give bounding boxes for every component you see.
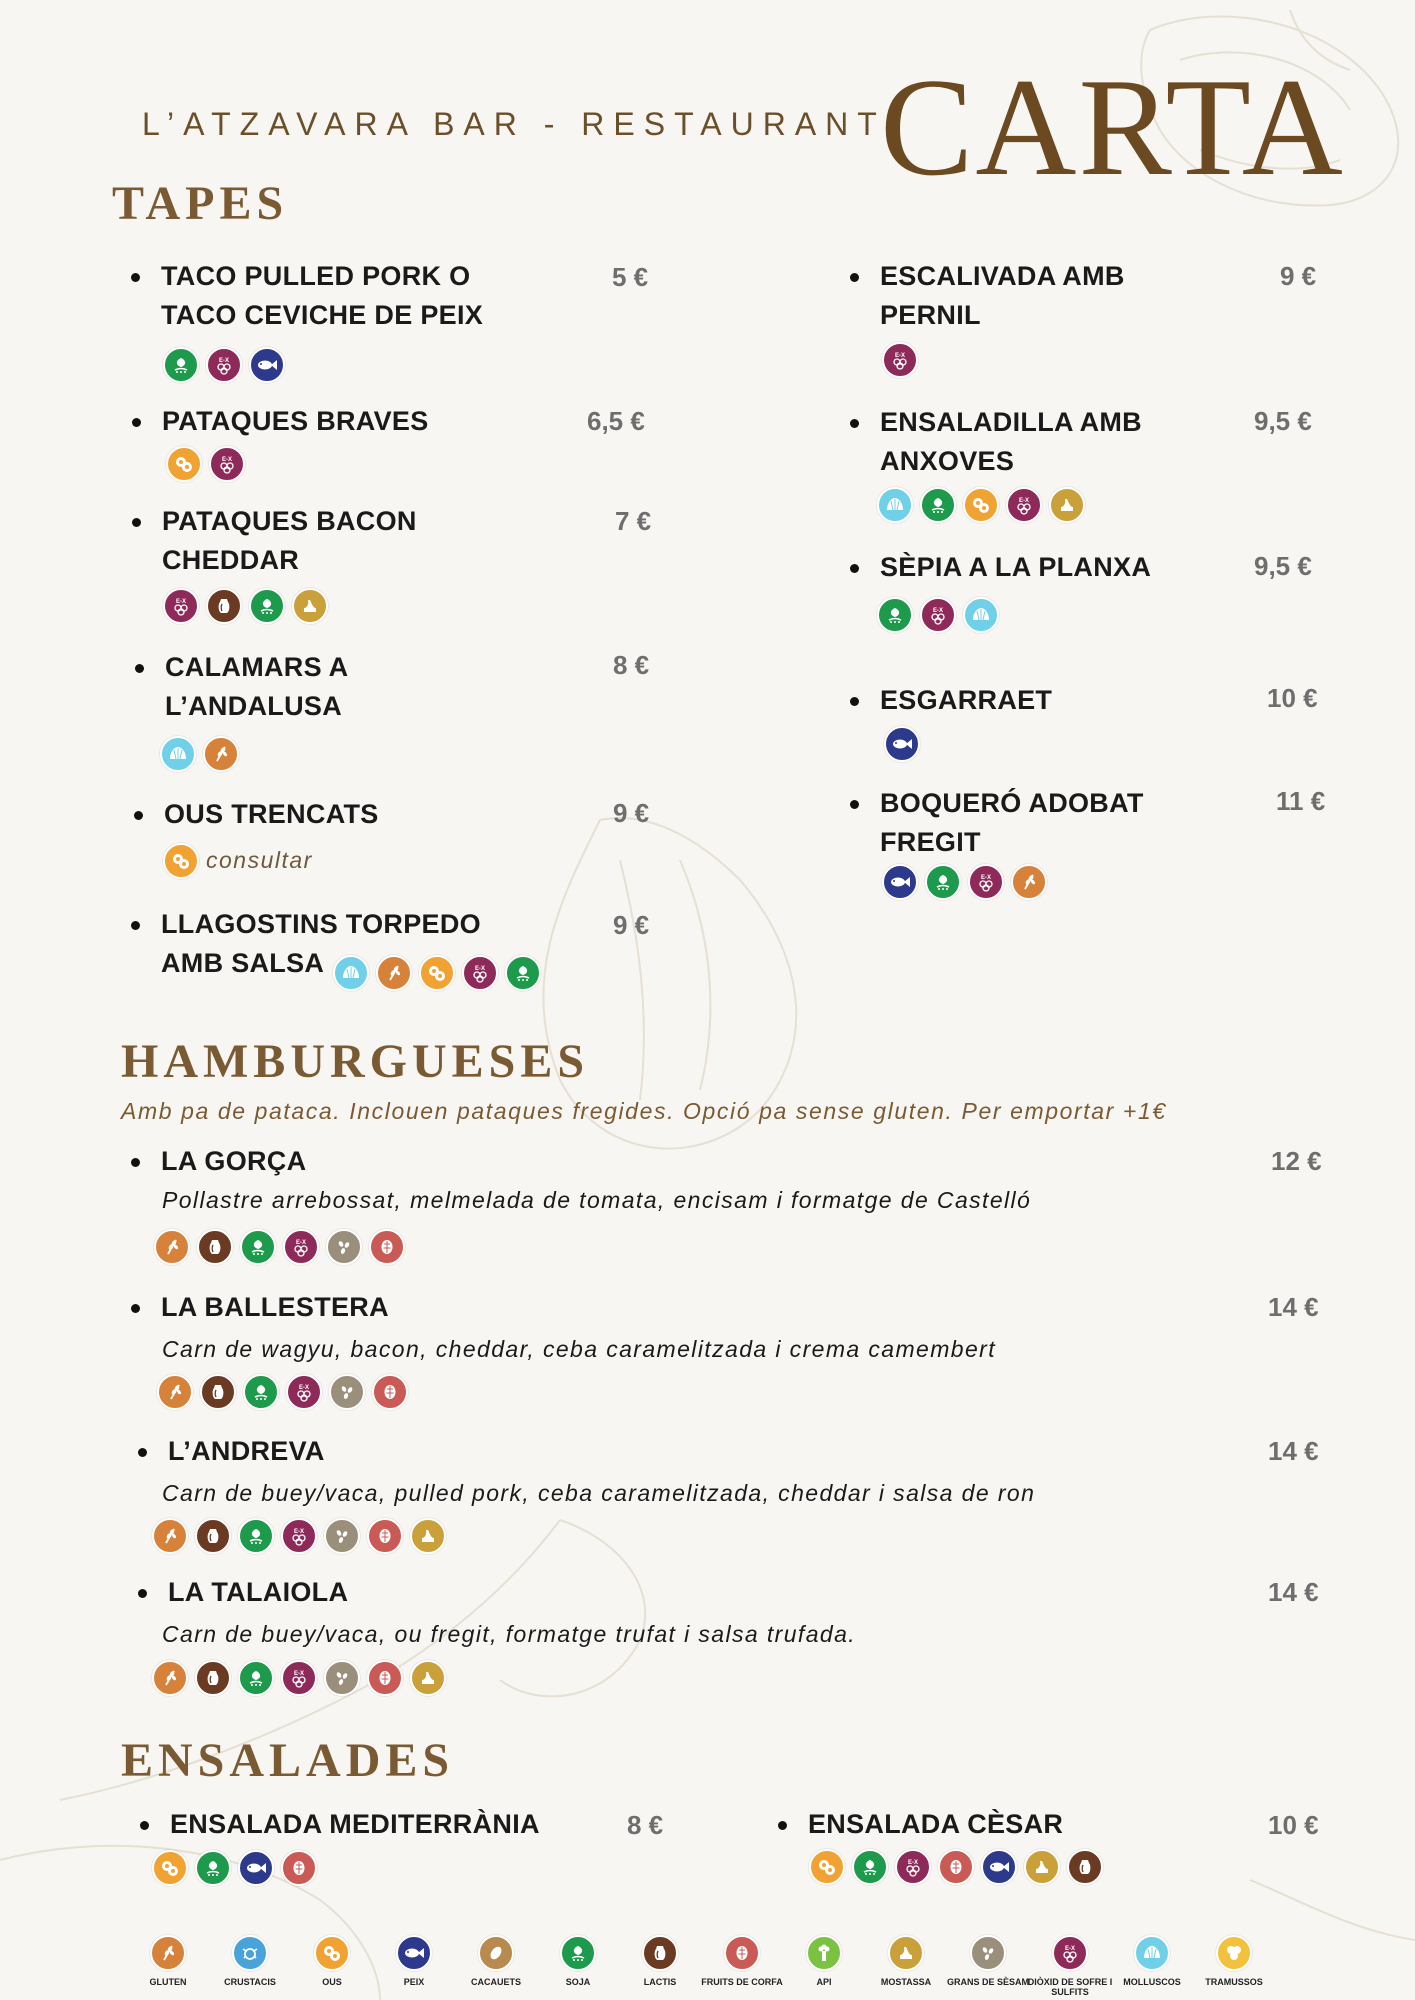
nut-icon xyxy=(281,1850,317,1886)
item-description: Carn de buey/vaca, pulled pork, ceba caramelitzada, cheddar i salsa de ron xyxy=(162,1480,1036,1506)
soy-icon xyxy=(249,588,285,624)
dairy-icon xyxy=(197,1229,233,1265)
legend-label: PEIX xyxy=(403,1977,425,1987)
gluten-icon xyxy=(154,1229,190,1265)
item-price: 8 € xyxy=(627,1810,664,1840)
svg-text:E-X: E-X xyxy=(298,1385,310,1391)
allergen-icons xyxy=(884,726,920,762)
fish-icon xyxy=(884,726,920,762)
item-name: ESGARRAET xyxy=(880,681,1140,720)
allergen-icons xyxy=(152,1850,317,1886)
peanut-icon xyxy=(478,1935,514,1971)
svg-text:E-X: E-X xyxy=(218,358,230,364)
mollusc-icon xyxy=(160,736,196,772)
allergen-icons xyxy=(160,736,239,772)
egg-icon xyxy=(152,1850,188,1886)
item-name: OUS TRENCATS xyxy=(164,795,484,834)
legend-label: CRUSTACIS xyxy=(224,1977,276,1987)
item-price: 14 € xyxy=(1268,1577,1319,1607)
celery-icon xyxy=(806,1935,842,1971)
sesame-icon xyxy=(324,1660,360,1696)
soy-icon xyxy=(920,487,956,523)
allergen-icons xyxy=(157,1374,408,1410)
soy-icon xyxy=(505,955,541,991)
fish-icon xyxy=(981,1849,1017,1885)
item-name: LLAGOSTINS TORPEDO AMB SALSA xyxy=(161,905,481,983)
allergen-icons xyxy=(163,588,328,624)
nut-icon xyxy=(367,1660,403,1696)
legend-label: LACTIS xyxy=(643,1977,677,1987)
item-price: 9 € xyxy=(1280,261,1317,291)
soy-icon xyxy=(163,347,199,383)
sulphite-icon xyxy=(895,1849,931,1885)
gluten-icon xyxy=(376,955,412,991)
legend-item xyxy=(123,1935,213,1987)
soy-icon xyxy=(195,1850,231,1886)
item-price: 7 € xyxy=(615,506,652,536)
allergen-icons xyxy=(166,446,245,482)
dairy-icon xyxy=(195,1660,231,1696)
legend-label: GRANS DE SÈSAM xyxy=(946,1977,1029,1987)
gluten-icon xyxy=(1011,864,1047,900)
fish-icon xyxy=(882,864,918,900)
sesame-icon xyxy=(324,1518,360,1554)
item-name: CALAMARS A L’ANDALUSA xyxy=(165,648,385,726)
restaurant-name: L’ATZAVARA BAR - RESTAURANT xyxy=(142,106,886,142)
gluten-icon xyxy=(150,1935,186,1971)
sulphite-icon xyxy=(920,597,956,633)
sulphite-icon xyxy=(968,864,1004,900)
section-title-hamburgueses: HAMBURGUESES xyxy=(121,1035,590,1088)
svg-text:E-X: E-X xyxy=(894,353,906,359)
legend-item xyxy=(205,1935,295,1987)
dairy-icon xyxy=(642,1935,678,1971)
legend-item xyxy=(369,1935,459,1987)
svg-text:E-X: E-X xyxy=(1018,498,1030,504)
svg-text:E-X: E-X xyxy=(293,1671,305,1677)
dairy-icon xyxy=(206,588,242,624)
item-price: 8 € xyxy=(613,650,650,680)
legend-item xyxy=(451,1935,541,1987)
allergen-icons xyxy=(163,347,285,383)
sulphite-icon xyxy=(163,588,199,624)
allergen-icons xyxy=(882,864,1047,900)
item-price: 9 € xyxy=(613,798,650,828)
item-name: LA TALAIOLA xyxy=(168,1573,568,1612)
item-name: ENSALADA CÈSAR xyxy=(808,1805,1148,1844)
svg-text:E-X: E-X xyxy=(221,457,233,463)
sesame-icon xyxy=(970,1935,1006,1971)
dairy-icon xyxy=(1067,1849,1103,1885)
legend-item xyxy=(1107,1935,1197,1987)
sesame-icon xyxy=(329,1374,365,1410)
item-name: ENSALADILLA AMB ANXOVES xyxy=(880,403,1150,481)
soy-icon xyxy=(925,864,961,900)
allergen-icons xyxy=(877,597,999,633)
fish-icon xyxy=(249,347,285,383)
allergen-icons xyxy=(809,1849,1103,1885)
lupin-icon xyxy=(1216,1935,1252,1971)
allergen-icons xyxy=(152,1518,446,1554)
item-price: 5 € xyxy=(612,262,649,292)
allergen-icons xyxy=(163,843,199,879)
svg-text:E-X: E-X xyxy=(907,1860,919,1866)
egg-icon xyxy=(809,1849,845,1885)
item-name: SÈPIA A LA PLANXA xyxy=(880,548,1220,587)
legend-label: DIÒXID DE SOFRE I SULFITS xyxy=(1027,1977,1113,1997)
legend-item xyxy=(1189,1935,1279,1987)
nut-icon xyxy=(369,1229,405,1265)
soy-icon xyxy=(243,1374,279,1410)
allergen-icons xyxy=(882,342,918,378)
mustard-icon xyxy=(888,1935,924,1971)
legend-label: CACAUETS xyxy=(470,1977,521,1987)
legend-label: OUS xyxy=(322,1977,342,1987)
legend-item xyxy=(779,1935,869,1987)
allergen-icons xyxy=(154,1229,405,1265)
mustard-icon xyxy=(292,588,328,624)
section-title-ensalades: ENSALADES xyxy=(121,1734,455,1787)
svg-text:E-X: E-X xyxy=(474,966,486,972)
item-name: LA BALLESTERA xyxy=(161,1288,561,1327)
legend-item xyxy=(1025,1935,1115,1997)
crustacean-icon xyxy=(232,1935,268,1971)
legend-item xyxy=(533,1935,623,1987)
item-price: 14 € xyxy=(1268,1436,1319,1466)
sulphite-icon xyxy=(882,342,918,378)
legend-label: FRUITS DE CORFA xyxy=(701,1977,783,1987)
nut-icon xyxy=(372,1374,408,1410)
item-price: 6,5 € xyxy=(587,406,645,436)
soy-icon xyxy=(240,1229,276,1265)
dairy-icon xyxy=(195,1518,231,1554)
fish-icon xyxy=(238,1850,274,1886)
egg-icon xyxy=(963,487,999,523)
gluten-icon xyxy=(157,1374,193,1410)
item-name: BOQUERÓ ADOBAT FREGIT xyxy=(880,784,1170,862)
svg-text:E-X: E-X xyxy=(175,599,187,605)
mustard-icon xyxy=(1049,487,1085,523)
nut-icon xyxy=(367,1518,403,1554)
item-name: L’ANDREVA xyxy=(168,1432,568,1471)
gluten-icon xyxy=(152,1660,188,1696)
item-name: PATAQUES BACON CHEDDAR xyxy=(162,502,462,580)
sulphite-icon xyxy=(281,1518,317,1554)
item-name: PATAQUES BRAVES xyxy=(162,402,502,441)
legend-item xyxy=(943,1935,1033,1987)
sulphite-icon xyxy=(206,347,242,383)
egg-icon xyxy=(163,843,199,879)
sulphite-icon xyxy=(286,1374,322,1410)
allergen-icons xyxy=(333,955,541,991)
egg-icon xyxy=(166,446,202,482)
egg-icon xyxy=(419,955,455,991)
soy-icon xyxy=(238,1518,274,1554)
allergen-icons xyxy=(152,1660,446,1696)
item-price: 14 € xyxy=(1268,1292,1319,1322)
item-price: 10 € xyxy=(1268,1810,1319,1840)
nut-icon xyxy=(938,1849,974,1885)
legend-item xyxy=(697,1935,787,1987)
item-name: ESCALIVADA AMB PERNIL xyxy=(880,257,1140,335)
egg-icon xyxy=(314,1935,350,1971)
menu-title: CARTA xyxy=(880,50,1345,205)
item-price: 9,5 € xyxy=(1254,406,1312,436)
item-description: Carn de buey/vaca, ou fregit, formatge trufat i salsa trufada. xyxy=(162,1621,857,1647)
section-note: Amb pa de pataca. Inclouen pataques fregides. Opció pa sense gluten. Per emportar +1€ xyxy=(121,1098,1167,1124)
sulphite-icon xyxy=(209,446,245,482)
sulphite-icon xyxy=(281,1660,317,1696)
item-name: LA GORÇA xyxy=(161,1142,561,1181)
gluten-icon xyxy=(203,736,239,772)
dairy-icon xyxy=(200,1374,236,1410)
allergen-legend xyxy=(150,1935,1290,1995)
item-name: TACO PULLED PORK O TACO CEVICHE DE PEIX xyxy=(161,257,501,335)
item-price: 11 € xyxy=(1276,786,1326,816)
svg-text:E-X: E-X xyxy=(293,1529,305,1535)
mollusc-icon xyxy=(333,955,369,991)
fish-icon xyxy=(396,1935,432,1971)
sulphite-icon xyxy=(1006,487,1042,523)
gluten-icon xyxy=(152,1518,188,1554)
legend-label: SOJA xyxy=(565,1977,591,1987)
consult-note: consultar xyxy=(206,847,313,873)
svg-text:E-X: E-X xyxy=(295,1240,307,1246)
legend-label: MOLLUSCOS xyxy=(1123,1977,1181,1987)
mustard-icon xyxy=(410,1660,446,1696)
item-description: Pollastre arrebossat, melmelada de tomata, encisam i formatge de Castelló xyxy=(162,1187,1032,1213)
soy-icon xyxy=(877,597,913,633)
sesame-icon xyxy=(326,1229,362,1265)
legend-item xyxy=(861,1935,951,1987)
allergen-icons xyxy=(877,487,1085,523)
legend-item xyxy=(615,1935,705,1987)
section-title-tapes: TAPES xyxy=(112,177,289,230)
sulphite-icon xyxy=(283,1229,319,1265)
legend-label: TRAMUSSOS xyxy=(1205,1977,1263,1987)
legend-label: GLUTEN xyxy=(149,1977,187,1987)
item-price: 9,5 € xyxy=(1254,551,1312,581)
soy-icon xyxy=(560,1935,596,1971)
svg-text:E-X: E-X xyxy=(980,875,992,881)
mollusc-icon xyxy=(963,597,999,633)
item-price: 12 € xyxy=(1271,1146,1322,1176)
svg-text:E-X: E-X xyxy=(1064,1946,1076,1952)
item-description: Carn de wagyu, bacon, cheddar, ceba caramelitzada i crema camembert xyxy=(162,1336,997,1362)
mustard-icon xyxy=(1024,1849,1060,1885)
item-price: 9 € xyxy=(613,910,650,940)
nut-icon xyxy=(724,1935,760,1971)
svg-text:E-X: E-X xyxy=(932,608,944,614)
sulphite-icon xyxy=(462,955,498,991)
item-price: 10 € xyxy=(1267,683,1318,713)
mustard-icon xyxy=(410,1518,446,1554)
soy-icon xyxy=(852,1849,888,1885)
sulphite-icon xyxy=(1052,1935,1088,1971)
legend-label: API xyxy=(816,1977,832,1987)
mollusc-icon xyxy=(1134,1935,1170,1971)
item-name: ENSALADA MEDITERRÀNIA xyxy=(170,1805,590,1844)
soy-icon xyxy=(238,1660,274,1696)
legend-label: MOSTASSA xyxy=(880,1977,932,1987)
legend-item xyxy=(287,1935,377,1987)
mollusc-icon xyxy=(877,487,913,523)
